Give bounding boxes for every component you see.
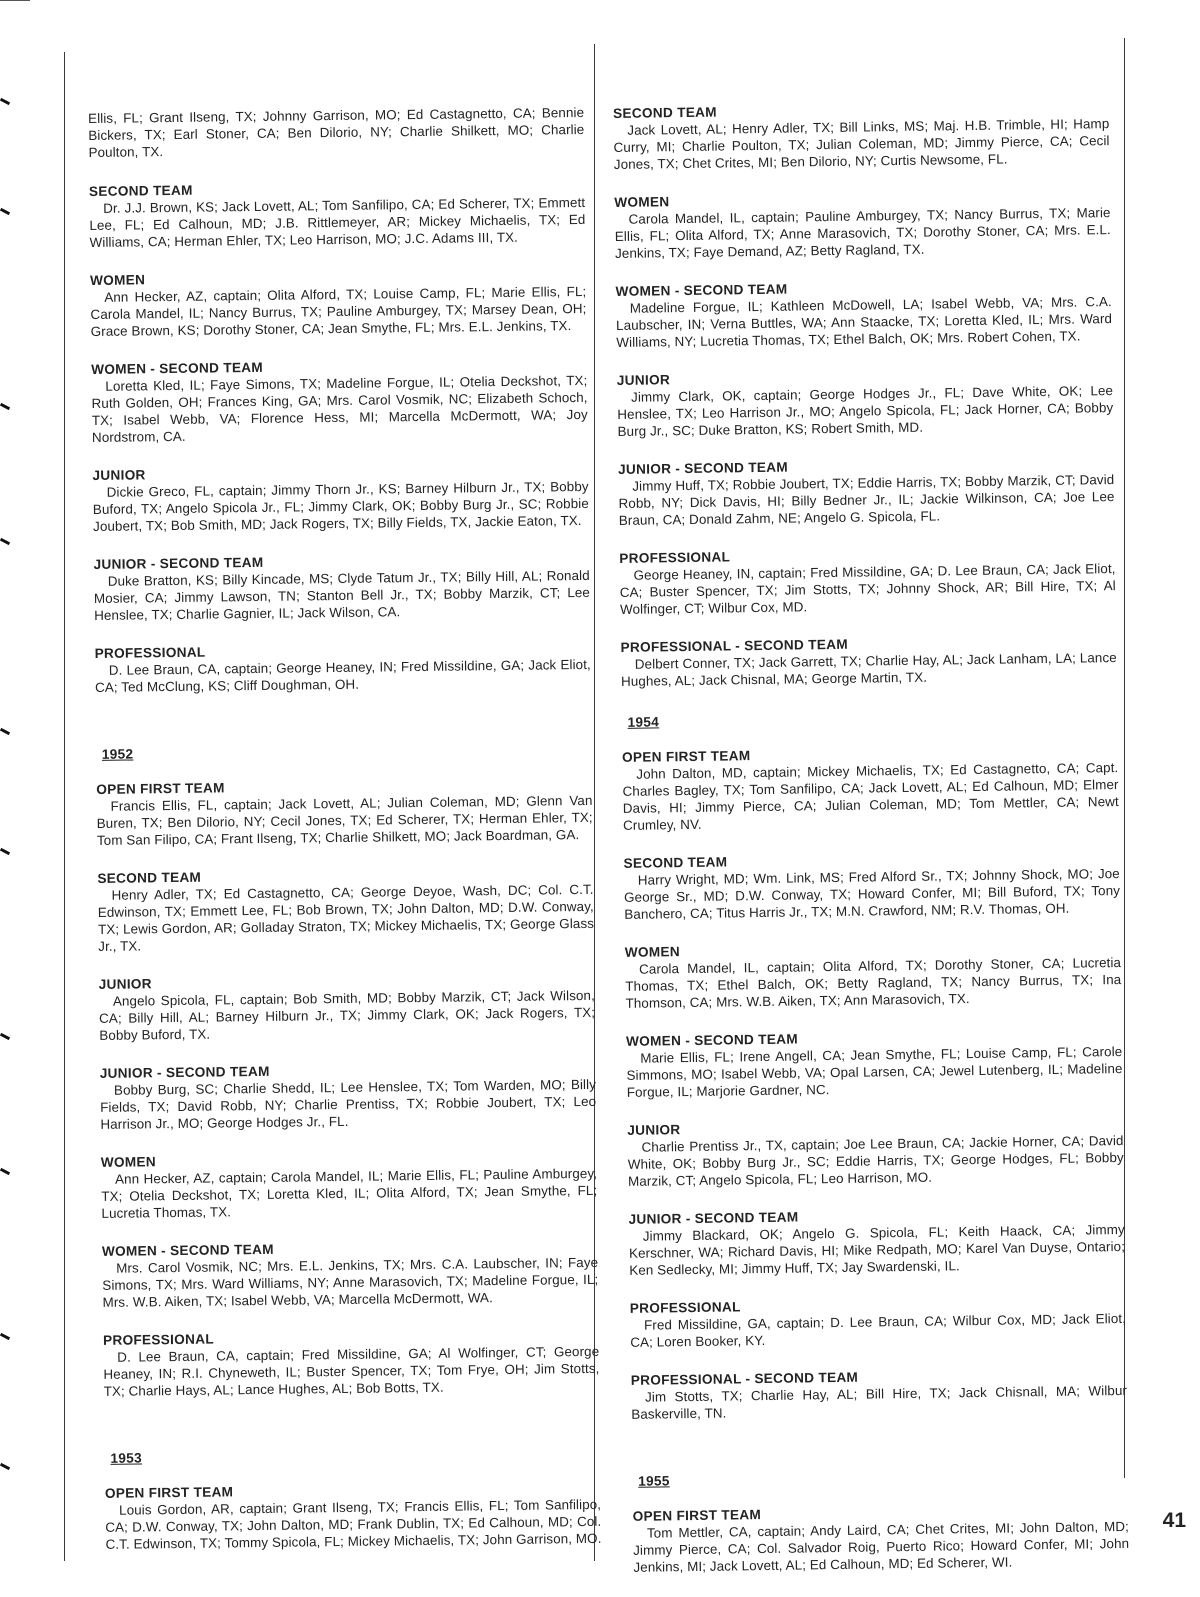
year-heading-1955: 1955 — [638, 1473, 670, 1489]
team-section — [92, 461, 589, 535]
binding-hole-mark — [0, 1333, 10, 1340]
team-section — [615, 276, 1112, 351]
team-heading: WOMEN — [624, 944, 681, 960]
page-number: 41 — [1162, 1509, 1186, 1532]
team-heading: WOMEN — [100, 1154, 157, 1170]
team-section — [626, 1026, 1123, 1101]
team-roster: Loretta Kled, IL; Faye Simons, TX; Madeline Forgue, IL; Otelia Deckshot, TX; Ruth Golden, OH; Frances King, GA; Mrs. Carol Vosmik, NC; Elizabeth Schoch, TX; Isabel Webb, VA; Florence Hess, MI; Marcella McDermott, WA; Joy Nordstrom, CA. — [91, 372, 588, 445]
team-heading: OPEN FIRST TEAM — [104, 1484, 234, 1501]
year-heading-1952: 1952 — [101, 746, 134, 762]
left-column — [88, 104, 602, 1574]
team-roster: Dickie Greco, FL, captain; Jimmy Thorn Jr., KS; Barney Hilburn Jr., TX; Bobby Buford, TX; Angelo Spicola Jr., FL; Jimmy Clark, OK; Bobby Burg Jr., SC; Robbie Joubert, TX; Bob Smith, MD; Jack Rogers, TX; Billy Fields, TX, Jackie Eaton, TX. — [92, 478, 589, 534]
team-roster: Harry Wright, MD; Wm. Link, MS; Fred Alford Sr., TX; Johnny Shock, MO; Joe George Sr., MD; D.W. Conway, TX; Howard Confer, MI; Bill Buford, TX; Tony Banchero, CA; Titus Harris Jr., TX; M.N. Crawford, NM; R.V. Thomas, OH. — [623, 865, 1121, 922]
team-roster: Duke Bratton, KS; Billy Kincade, MS; Clyde Tatum Jr., TX; Billy Hill, AL; Ronald Mosier, CA; Jimmy Lawson, TN; Stanton Bell Jr., TX; Bobby Marzik, CT; Lee Henslee, TX; Charlie Gagnier, IL; Jack Wilson, CA. — [93, 567, 591, 623]
team-roster: Jim Stotts, TX; Charlie Hay, AL; Bill Hire, TX; Jack Chisnall, MA; Wilbur Baskerville, TN. — [631, 1382, 1128, 1422]
team-roster: D. Lee Braun, CA, captain; George Heaney, IN; Fred Missildine, GA; Jack Eliot, CA; Ted McClung, KS; Cliff Doughman, OH. — [94, 656, 591, 695]
team-section — [89, 177, 586, 251]
team-section — [613, 98, 1110, 173]
team-section — [100, 1059, 597, 1133]
team-section — [623, 848, 1120, 923]
team-heading: JUNIOR - SECOND TEAM — [617, 459, 789, 477]
binding-hole-mark — [0, 208, 10, 215]
team-section — [102, 1237, 599, 1311]
team-heading: JUNIOR — [92, 467, 146, 483]
team-roster: Carola Mandel, IL, captain; Olita Alford, TX; Dorothy Stoner, CA; Lucretia Thomas, TX; Ethel Balch, OK; Betty Ragland, TX; Nancy Burrus, TX; Ina Thomson, CA; Mrs. W.B. Aiken, TX; Ann Marasovich, TX. — [625, 954, 1122, 1011]
team-section — [628, 1204, 1125, 1279]
team-roster: Madeline Forgue, IL; Kathleen McDowell, LA; Isabel Webb, VA; Mrs. C.A. Laubscher, IN; Verna Buttles, WA; Ann Staacke, TX; Loretta Kled, IL; Mrs. Ward Williams, NY; Lucretia Thomas, TX; Ethel Balch, OK; Mrs. Robert Cohen, TX. — [615, 294, 1113, 350]
team-roster: Jimmy Huff, TX; Robbie Joubert, TX; Eddie Harris, TX; Bobby Marzik, CT; David Robb, NY; Dick Davis, HI; Billy Bedner Jr., IL; Jackie Wilkinson, CA; Joe Lee Braun, CA; Donald Zahm, NE; Angelo G. Spicola, FL. — [618, 472, 1115, 528]
binding-hole-mark — [0, 1463, 10, 1470]
team-roster: Tom Mettler, CA, captain; Andy Laird, CA; Chet Crites, MI; John Dalton, MD; Jimmy Pierce, CA; Col. Salvador Roig, Puerto Rico; Howard Confer, MI; John Jenkins, MI; Jack Lovett, AL; Ed Calhoun, MD; Ed Scherer, WI. — [633, 1518, 1130, 1575]
binding-hole-mark — [0, 728, 10, 735]
team-heading: OPEN FIRST TEAM — [622, 748, 751, 765]
team-heading: WOMEN — [89, 272, 146, 288]
team-section — [625, 937, 1122, 1012]
top-edge-rule — [0, 0, 30, 1]
team-heading: WOMEN — [614, 194, 670, 210]
continued-roster-text: Ellis, FL; Grant Ilseng, TX; Johnny Garrison, MO; Ed Castagnetto, CA; Bennie Bickers, TX; Earl Stoner, CA; Ben Dilorio, NY; Charlie Shilkett, MO; Charlie Poulton, TX. — [88, 104, 585, 160]
binding-hole-mark — [0, 538, 10, 545]
team-section — [619, 543, 1116, 618]
team-heading: PROFESSIONAL - SECOND TEAM — [630, 1369, 859, 1388]
team-roster: D. Lee Braun, CA, captain; Fred Missildine, GA; Al Wolfinger, CT; George Heaney, IN; R.I. Chyneweth, IL; Buster Spencer, TX; Tom Frye, OH; Jim Stotts, TX; Charlie Hays, AL; Lance Hughes, AL; Bob Botts, TX. — [103, 1343, 600, 1399]
team-roster: Carola Mandel, IL, captain; Pauline Amburgey, TX; Nancy Burrus, TX; Marie Ellis, FL; Olita Alford, TX; Anne Marasovich, TX; Dorothy Stoner, CA; Mrs. E.L. Jenkins, TX; Faye Demand, AZ; Betty Ragland, TX. — [614, 205, 1111, 261]
team-heading: OPEN FIRST TEAM — [632, 1507, 762, 1524]
team-heading: PROFESSIONAL — [102, 1331, 214, 1348]
sections-top-left — [89, 177, 591, 696]
team-section — [631, 1365, 1128, 1423]
team-section — [91, 355, 588, 446]
team-roster: Henry Adler, TX; Ed Castagnetto, CA; George Deyoe, Wash, DC; Col. C.T. Edwinson, TX; Emmett Lee, FL; Bob Brown, TX; John Dalton, MD; D.W. Conway, TX; Lewis Gordon, AR; Golladay Straton, TX; Mickey Michaelis, TX; George Glass Jr., TX. — [97, 881, 595, 954]
sections-1955 — [633, 1501, 1130, 1576]
team-heading: JUNIOR - SECOND TEAM — [99, 1063, 270, 1081]
binding-hole-mark — [0, 98, 10, 105]
sections-1954 — [622, 742, 1127, 1423]
team-section — [95, 639, 592, 696]
team-roster: Delbert Conner, TX; Jack Garrett, TX; Charlie Hay, AL; Jack Lanham, LA; Lance Hughes, AL; Jack Chisnal, MA; George Martin, TX. — [620, 650, 1117, 689]
team-roster: Francis Ellis, FL, captain; Jack Lovett, AL; Julian Coleman, MD; Glenn Van Buren, TX; Ben Dilorio, NY; Cecil Jones, TX; Ed Scherer, TX; Herman Ehler, TX; Tom San Filipo, CA; Frant Ilseng, TX; Charlie Shilkett, MO; Jack Boardman, GA. — [96, 792, 593, 848]
team-roster: Jack Lovett, AL; Henry Adler, TX; Bill Links, MS; Maj. H.B. Trimble, HI; Hamp Curry, MI; Charlie Poulton, TX; Julian Coleman, MD; Jimmy Pierce, CA; Cecil Jones, TX; Chet Crites, MI; Ben Dilorio, NY; Curtis Newsome, FL. — [613, 116, 1110, 172]
team-heading: JUNIOR — [616, 372, 671, 388]
team-section — [103, 1326, 600, 1400]
sections-top-right — [613, 98, 1117, 690]
team-section — [633, 1501, 1130, 1576]
team-roster: Jimmy Clark, OK, captain; George Hodges Jr., FL; Dave White, OK; Lee Henslee, TX; Leo Harrison Jr., MO; Angelo Spicola, FL; Jack Horner, CA; Bobby Burg Jr., SC; Duke Bratton, KS; Robert Smith, MD. — [617, 383, 1114, 439]
team-heading: WOMEN - SECOND TEAM — [101, 1241, 274, 1259]
team-heading: WOMEN - SECOND TEAM — [91, 359, 264, 377]
team-section — [618, 454, 1115, 529]
team-section — [90, 266, 587, 340]
team-heading: SECOND TEAM — [613, 104, 717, 121]
team-heading: OPEN FIRST TEAM — [96, 780, 225, 797]
team-section — [99, 970, 596, 1044]
team-section — [96, 775, 593, 849]
team-section — [620, 632, 1117, 690]
team-section — [630, 1293, 1127, 1351]
team-section — [105, 1479, 602, 1553]
team-roster: Mrs. Carol Vosmik, NC; Mrs. E.L. Jenkins, TX; Mrs. C.A. Laubscher, IN; Faye Simons, TX; Mrs. Ward Williams, NY; Anne Marasovich, TX; Madeline Forgue, IL; Mrs. W.B. Aiken, TX; Isabel Webb, VA; Marcella McDermott, WA. — [102, 1254, 599, 1310]
team-heading: JUNIOR — [98, 976, 152, 992]
right-column — [613, 98, 1130, 1597]
team-roster: John Dalton, MD, captain; Mickey Michaelis, TX; Ed Castagnetto, CA; Capt. Charles Bagley, TX; Tom Sanfilipo, CA; Jack Lovett, AL; Ed Calhoun, MD; Elmer Davis, HI; Jimmy Pierce, CA; Julian Coleman, MD; Tom Mettler, CA; Newt Crumley, NV. — [622, 760, 1119, 833]
team-roster: Ann Hecker, AZ, captain; Carola Mandel, IL; Marie Ellis, FL; Pauline Amburgey, TX; Otelia Deckshot, TX; Loretta Kled, IL; Olita Alford, TX; Jean Smythe, FL; Lucretia Thomas, TX. — [101, 1165, 598, 1221]
team-roster: Dr. J.J. Brown, KS; Jack Lovett, AL; Tom Sanfilipo, CA; Ed Scherer, TX; Emmett Lee, FL; Ed Calhoun, MD; J.B. Rittlemeyer, AR; Mickey Michaelis, TX; Ed Williams, CA; Herman Ehler, TX; Leo Harrison, MO; J.C. Adams III, TX. — [89, 194, 586, 250]
team-roster: Jimmy Blackard, OK; Angelo G. Spicola, FL; Keith Haack, CA; Jimmy Kerschner, WA; Richard Davis, HI; Mike Redpath, MO; Karel Van Duyse, Ontario; Ken Sedlecky, MI; Jimmy Huff, TX; Jay Swardenski, IL. — [628, 1221, 1126, 1278]
team-heading: JUNIOR - SECOND TEAM — [628, 1209, 799, 1227]
team-roster: Fred Missildine, GA, captain; D. Lee Braun, CA; Wilbur Cox, MD; Jack Eliot, CA; Loren Booker, KY. — [630, 1310, 1127, 1350]
team-roster: Bobby Burg, SC; Charlie Shedd, IL; Lee Henslee, TX; Tom Warden, MO; Billy Fields, TX; David Robb, NY; Charlie Prentiss, TX; Robbie Joubert, TX; Leo Harrison Jr., MO; George Hodges Jr., FL. — [100, 1076, 597, 1132]
sections-1952 — [96, 775, 600, 1400]
team-heading: JUNIOR - SECOND TEAM — [93, 554, 264, 572]
team-roster: Angelo Spicola, FL, captain; Bob Smith, MD; Bobby Marzik, CT; Jack Wilson, CA; Billy Hill, AL; Barney Hilburn Jr., TX; Jimmy Clark, OK; Jack Rogers, TX; Bobby Buford, TX. — [99, 987, 596, 1043]
team-section — [617, 365, 1114, 440]
sections-1953 — [105, 1479, 602, 1553]
team-roster: Marie Ellis, FL; Irene Angell, CA; Jean Smythe, FL; Louise Camp, FL; Carole Simmons, MO; Isabel Webb, VA; Opal Larsen, CA; Jewel Lutenberg, IL; Madeline Forgue, IL; Marjorie Gardner, NC. — [626, 1043, 1123, 1100]
team-heading: SECOND TEAM — [97, 869, 202, 886]
team-section — [97, 864, 594, 955]
team-roster: Ann Hecker, AZ, captain; Olita Alford, TX; Louise Camp, FL; Marie Ellis, FL; Carola Mandel, IL; Nancy Burrus, TX; Pauline Amburgey, TX; Marsey Dean, OH; Grace Brown, KS; Dorothy Stoner, CA; Jean Smythe, FL; Mrs. E.L. Jenkins, TX. — [90, 283, 587, 339]
team-heading: SECOND TEAM — [88, 182, 193, 199]
team-heading: PROFESSIONAL — [629, 1299, 741, 1316]
binding-hole-mark — [0, 403, 10, 410]
binding-hole-mark — [0, 1168, 10, 1175]
team-heading: WOMEN - SECOND TEAM — [625, 1031, 799, 1049]
binding-hole-mark — [0, 1033, 10, 1040]
team-section — [614, 187, 1111, 262]
binding-hole-mark — [0, 848, 10, 855]
team-section — [622, 742, 1119, 834]
left-margin-rule — [64, 52, 65, 1561]
team-heading: WOMEN - SECOND TEAM — [615, 281, 788, 299]
year-heading-1953: 1953 — [110, 1450, 143, 1466]
team-roster: George Heaney, IN, captain; Fred Missildine, GA; D. Lee Braun, CA; Jack Eliot, CA; Buster Spencer, TX; Jim Stotts, TX; Johnny Shock, AR; Bill Hire, TX; Al Wolfinger, CT; Wilbur Cox, MD. — [619, 561, 1116, 617]
team-heading: PROFESSIONAL — [619, 549, 731, 566]
year-heading-1954: 1954 — [627, 714, 660, 730]
team-roster: Charlie Prentiss Jr., TX, captain; Joe Lee Braun, CA; Jackie Horner, CA; David White, OK; Bobby Burg Jr., SC; Eddie Harris, TX; George Hodges, FL; Bobby Marzik, CT; Angelo Spicola, FL; Leo Harrison, MO. — [627, 1132, 1124, 1189]
team-heading: JUNIOR — [627, 1122, 681, 1138]
team-heading: PROFESSIONAL — [94, 644, 206, 661]
team-section — [627, 1115, 1124, 1190]
team-roster: Louis Gordon, AR, captain; Grant Ilseng, TX; Francis Ellis, FL; Tom Sanfilipo, CA; D.W. Conway, TX; John Dalton, MD; Frank Dublin, TX; Ed Calhoun, MD; Col. C.T. Edwinson, TX; Tommy Spicola, FL; Mickey Michaelis, TX; John Garrison, MO. — [105, 1496, 602, 1552]
team-section — [93, 550, 590, 624]
team-heading: SECOND TEAM — [623, 854, 728, 871]
team-heading: PROFESSIONAL - SECOND TEAM — [620, 636, 849, 655]
team-section — [101, 1148, 598, 1222]
